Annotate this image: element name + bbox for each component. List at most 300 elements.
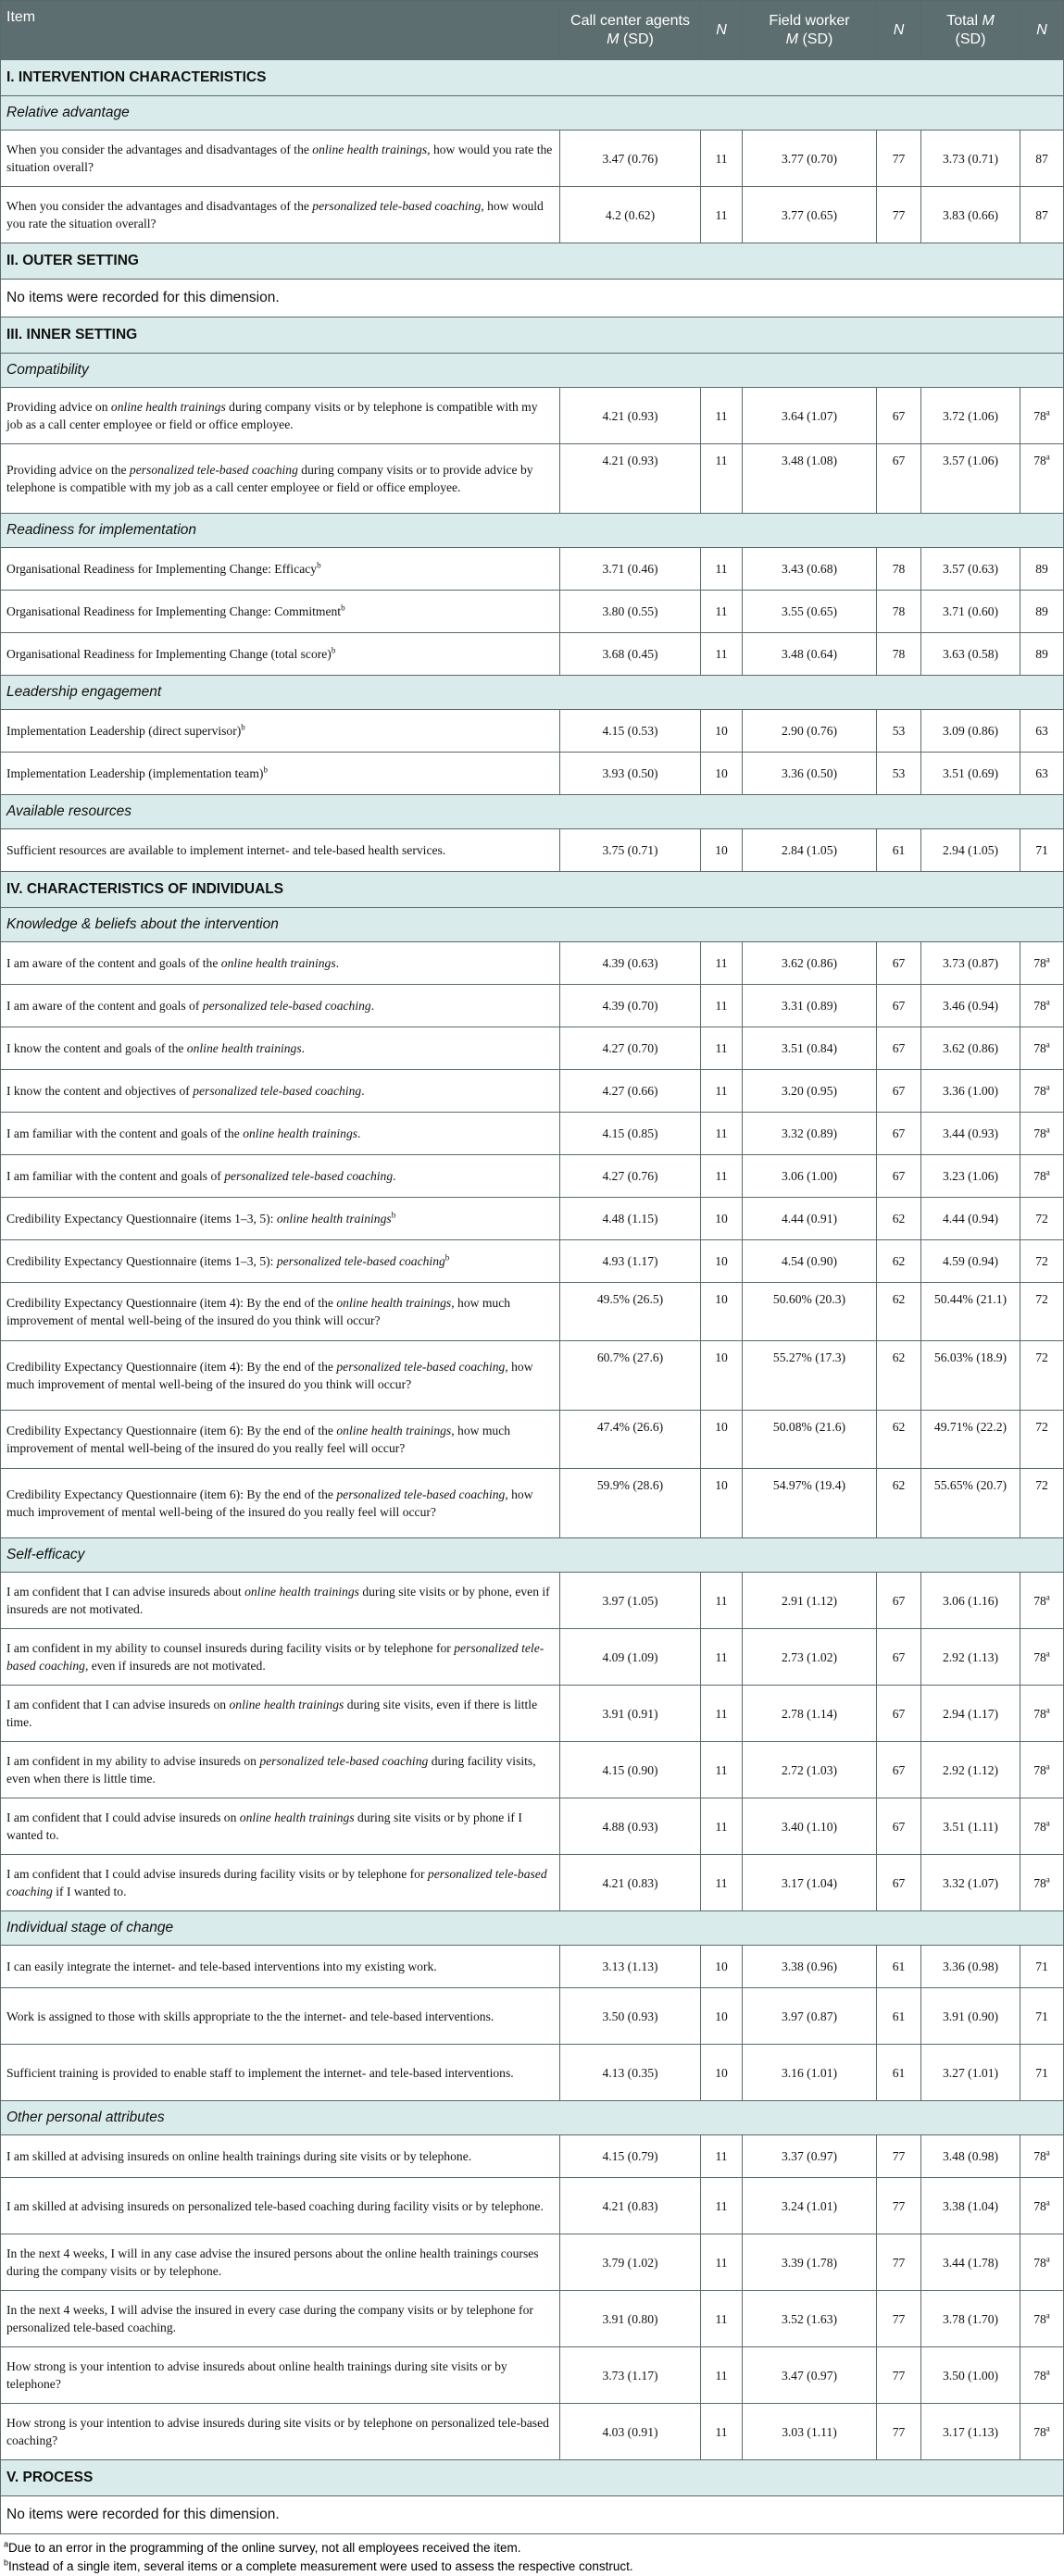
total-value (921, 2234, 1020, 2291)
item-text (1, 1946, 560, 1988)
call-center-n-text: 11 (715, 2368, 728, 2383)
item-text-segment: I am confident that I could advise insureds during facility visits or by telephone for (6, 1867, 428, 1881)
field-worker-value-text: 3.20 (0.95) (781, 1084, 838, 1098)
total-n (1020, 710, 1064, 753)
footnote-marker: b (391, 1210, 396, 1220)
total-value (921, 388, 1020, 444)
field-worker-value-text: 55.27% (17.3) (772, 1350, 846, 1364)
field-worker-n-text: 62 (892, 1292, 906, 1306)
field-worker-n (877, 548, 921, 591)
call-center-value (560, 1629, 701, 1686)
item-text-segment: during site visits or by phone, even if insureds are not motivated. (6, 1585, 550, 1616)
table-row (1, 2045, 1064, 2101)
call-center-value-text: 4.27 (0.76) (602, 1169, 658, 1183)
call-center-value (560, 1573, 701, 1629)
call-center-value (560, 2291, 701, 2347)
call-center-value-text: 4.15 (0.79) (602, 2149, 658, 2163)
total-value (921, 2404, 1020, 2460)
field-worker-value (743, 2404, 877, 2460)
call-center-n (701, 1198, 743, 1240)
total-value (921, 1469, 1020, 1538)
item-text-emphasis: online health trainings (336, 1296, 452, 1310)
call-center-value-text: 4.27 (0.66) (602, 1084, 658, 1098)
call-center-value-text: 4.21 (0.93) (602, 408, 658, 423)
item-text-segment: during company visits or by telephone is compatible with my job as a call center employee or field or office employee. (6, 400, 538, 431)
call-center-value (560, 753, 701, 795)
total-value-text: 3.48 (0.98) (942, 2149, 999, 2163)
call-center-n (701, 710, 743, 753)
header-n-call-center: N (701, 1, 743, 60)
table-row (1, 1629, 1064, 1686)
item-text-segment: Implementation Leadership (direct supervisor) (6, 724, 242, 738)
field-worker-n (877, 131, 921, 187)
field-worker-value-text: 2.91 (1.12) (781, 1593, 838, 1608)
total-n-text: 78 (1033, 2368, 1046, 2383)
footnote-marker: b (444, 1252, 450, 1263)
call-center-n (701, 1798, 743, 1855)
total-value (921, 985, 1020, 1027)
footnote-mark: b (4, 2557, 9, 2568)
item-text-segment: Credibility Expectancy Questionnaire (item 4): By the end of the (6, 1360, 337, 1374)
item-text-segment: , how much improvement of mental well-being of the insured do you think will occur? (6, 1360, 533, 1391)
field-worker-value (743, 187, 877, 243)
field-worker-value (743, 1988, 877, 2045)
total-n-text: 72 (1035, 1420, 1048, 1434)
table-row (1, 1469, 1064, 1538)
field-worker-value-text: 3.17 (1.04) (781, 1875, 838, 1890)
call-center-value-text: 3.50 (0.93) (602, 2009, 658, 2023)
total-n-text: 78 (1033, 1649, 1046, 1664)
total-value-text: 2.94 (1.17) (942, 1706, 999, 1721)
field-worker-value (743, 2135, 877, 2178)
field-worker-value-text: 3.24 (1.01) (781, 2198, 838, 2213)
field-worker-value (743, 1742, 877, 1798)
total-n (1020, 187, 1064, 243)
footnote-marker: a (1045, 1704, 1050, 1714)
total-value-text: 3.17 (1.13) (942, 2424, 999, 2439)
total-n-text: 72 (1035, 1292, 1048, 1306)
field-worker-n (877, 1573, 921, 1629)
field-worker-value-text: 3.77 (0.65) (781, 207, 838, 222)
table-row (1, 2347, 1064, 2404)
section-header (1, 317, 1064, 354)
item-text-segment: , how much improvement of mental well-being of the insured do you think will occur? (6, 1296, 511, 1327)
total-value (921, 1113, 1020, 1155)
item-text-emphasis: personalized tele-based coaching (129, 463, 298, 477)
footnote-marker: b (331, 645, 336, 655)
item-text (1, 1686, 560, 1742)
call-center-value (560, 1113, 701, 1155)
call-center-n-text: 11 (715, 1126, 728, 1140)
field-worker-value-text: 3.43 (0.68) (781, 562, 838, 576)
field-worker-value (743, 633, 877, 676)
table-row (1, 548, 1064, 591)
subsection-title: Knowledge & beliefs about the intervention (1, 908, 1064, 942)
item-text-segment: if I wanted to. (52, 1885, 127, 1898)
field-worker-n (877, 1469, 921, 1538)
field-worker-n-text: 67 (892, 1041, 906, 1055)
total-n-text: 63 (1035, 766, 1048, 780)
item-text (1, 942, 560, 985)
item-text-emphasis: online health trainings (110, 400, 226, 414)
item-text (1, 1027, 560, 1070)
footnote-marker: b (341, 603, 345, 613)
item-text (1, 1198, 560, 1240)
item-text (1, 985, 560, 1027)
total-value (921, 829, 1020, 872)
field-worker-n (877, 1629, 921, 1686)
item-text-segment: I am confident that I could advise insureds on (6, 1811, 240, 1824)
table-row (1, 1686, 1064, 1742)
table-row (1, 2291, 1064, 2347)
item-text-segment: I know the content and objectives of (6, 1084, 194, 1098)
section-title: II. OUTER SETTING (1, 243, 1064, 280)
call-center-n (701, 1629, 743, 1686)
total-n (1020, 1198, 1064, 1240)
item-text-segment: . (335, 956, 340, 970)
subsection-title: Other personal attributes (1, 2101, 1064, 2135)
total-n (1020, 942, 1064, 985)
call-center-value (560, 1855, 701, 1911)
footnotes (0, 2534, 1063, 2576)
total-value-text: 3.62 (0.86) (942, 1041, 999, 1055)
field-worker-value (743, 753, 877, 795)
total-value-text: 4.44 (0.94) (942, 1212, 999, 1226)
call-center-n (701, 2347, 743, 2404)
field-worker-value-text: 50.08% (21.6) (772, 1420, 846, 1434)
field-worker-n (877, 2045, 921, 2101)
call-center-n (701, 2045, 743, 2101)
field-worker-n-text: 78 (892, 604, 906, 618)
item-text-segment: I am confident in my ability to advise insureds on (6, 1754, 260, 1768)
call-center-n-text: 11 (715, 562, 728, 576)
item-text-segment: Sufficient training is provided to enable staff to implement the internet- and tele-based interventions. (6, 2065, 514, 2080)
field-worker-n (877, 1411, 921, 1469)
section-header (1, 872, 1064, 908)
total-value (921, 1742, 1020, 1798)
total-n-text: 78 (1033, 1875, 1046, 1890)
total-value-text: 3.72 (1.06) (942, 408, 999, 423)
item-text-emphasis: online health trainings (239, 1811, 355, 1824)
total-n (1020, 1742, 1064, 1798)
field-worker-n (877, 1686, 921, 1742)
item-text-segment: , how much improvement of mental well-being of the insured do you really feel will occur? (6, 1487, 533, 1519)
call-center-n (701, 2234, 743, 2291)
subsection-title: Individual stage of change (1, 1911, 1064, 1946)
header-call-center-label: Call center agents (570, 12, 690, 29)
total-value-text: 3.63 (0.58) (942, 647, 999, 661)
item-text-segment: Organisational Readiness for Implementing Change: Commitment (6, 604, 342, 618)
call-center-value (560, 1240, 701, 1283)
call-center-n-text: 10 (715, 1292, 728, 1306)
footnote-marker: a (1045, 2147, 1050, 2158)
item-text-segment: Credibility Expectancy Questionnaire (item 6): By the end of the (6, 1487, 337, 1501)
total-n-text: 78 (1033, 956, 1046, 970)
field-worker-n-text: 62 (892, 1254, 906, 1268)
field-worker-n (877, 753, 921, 795)
call-center-value-text: 3.93 (0.50) (602, 766, 658, 780)
table-row (1, 1070, 1064, 1113)
item-text-segment: Implementation Leadership (implementation team) (6, 766, 264, 780)
subsection-header (1, 676, 1064, 710)
field-worker-n-text: 67 (892, 1649, 906, 1664)
call-center-value (560, 548, 701, 591)
table-row (1, 633, 1064, 676)
call-center-n-text: 11 (715, 999, 728, 1013)
header-total-m: M (982, 12, 995, 29)
call-center-n-text: 10 (715, 1420, 728, 1434)
table-row (1, 2178, 1064, 2234)
field-worker-n-text: 62 (892, 1478, 906, 1492)
call-center-n (701, 548, 743, 591)
field-worker-n (877, 1113, 921, 1155)
total-value-text: 3.36 (1.00) (942, 1084, 999, 1098)
item-text (1, 753, 560, 795)
field-worker-value (743, 2234, 877, 2291)
call-center-value-text: 3.73 (1.17) (602, 2368, 658, 2383)
field-worker-n-text: 77 (892, 2424, 906, 2439)
table-row (1, 1855, 1064, 1911)
call-center-n-text: 11 (715, 956, 728, 970)
field-worker-n-text: 62 (892, 1350, 906, 1364)
item-text (1, 633, 560, 676)
total-n-text: 78 (1033, 2424, 1046, 2439)
item-text-segment: Sufficient resources are available to implement internet- and tele-based health services. (6, 843, 446, 857)
call-center-value (560, 131, 701, 187)
total-n-text: 71 (1035, 2065, 1048, 2080)
total-n-text: 78 (1033, 1041, 1046, 1055)
item-text-segment: When you consider the advantages and disadvantages of the (6, 143, 313, 156)
total-n (1020, 2291, 1064, 2347)
total-n (1020, 1411, 1064, 1469)
item-text-segment: I am skilled at advising insureds on personalized tele-based coaching during facility visits or by telephone. (6, 2198, 544, 2213)
field-worker-value (743, 131, 877, 187)
call-center-n-text: 11 (715, 2149, 728, 2163)
call-center-value (560, 1742, 701, 1798)
footnote-marker: a (1045, 1648, 1050, 1658)
table-header (1, 1, 1064, 60)
field-worker-n (877, 1742, 921, 1798)
header-field-worker-m: M (785, 31, 798, 47)
call-center-n (701, 1988, 743, 2045)
field-worker-value (743, 1283, 877, 1341)
item-text (1, 2291, 560, 2347)
total-n-text: 71 (1035, 1960, 1048, 1973)
field-worker-value (743, 710, 877, 753)
total-n-text: 78 (1033, 1126, 1046, 1140)
section-title: V. PROCESS (1, 2460, 1064, 2496)
item-text-emphasis: personalized tele-based coaching (193, 1084, 362, 1098)
total-value-text: 3.44 (1.78) (942, 2255, 999, 2270)
call-center-n-text: 11 (715, 647, 728, 661)
total-value (921, 1070, 1020, 1113)
item-text-emphasis: personalized tele-based coaching (224, 1169, 394, 1183)
call-center-value (560, 591, 701, 633)
total-value-text: 2.92 (1.13) (942, 1649, 999, 1664)
item-text-segment: I am confident that I can advise insureds about (6, 1585, 245, 1599)
field-worker-n-text: 67 (892, 1084, 906, 1098)
call-center-n-text: 10 (715, 2065, 728, 2080)
call-center-value-text: 49.5% (26.5) (596, 1292, 664, 1306)
table-row (1, 1198, 1064, 1240)
call-center-value-text: 3.75 (0.71) (602, 843, 658, 857)
total-value-text: 3.57 (1.06) (942, 454, 999, 467)
total-n-text: 78 (1033, 2198, 1046, 2213)
item-text-segment: Organisational Readiness for Implementing Change (total score) (6, 647, 332, 661)
field-worker-n (877, 2404, 921, 2460)
field-worker-value-text: 3.03 (1.11) (782, 2424, 837, 2439)
total-value (921, 633, 1020, 676)
item-text-segment: . (357, 1126, 361, 1140)
field-worker-n-text: 67 (892, 408, 906, 423)
field-worker-value-text: 3.55 (0.65) (781, 604, 838, 618)
field-worker-value (743, 985, 877, 1027)
total-n (1020, 2234, 1064, 2291)
field-worker-value-text: 2.72 (1.03) (781, 1762, 838, 1777)
section-note: No items were recorded for this dimension. (1, 2496, 1064, 2534)
total-n (1020, 1469, 1064, 1538)
field-worker-value-text: 2.78 (1.14) (781, 1706, 838, 1721)
total-value-text: 3.32 (1.07) (942, 1875, 999, 1890)
subsection-header (1, 795, 1064, 829)
call-center-value-text: 4.48 (1.15) (602, 1212, 658, 1226)
field-worker-n (877, 829, 921, 872)
section-header (1, 243, 1064, 280)
call-center-value-text: 4.88 (0.93) (602, 1819, 658, 1834)
total-n-text: 89 (1035, 604, 1048, 618)
item-text-segment: during site visits or by phone if I wanted to. (6, 1811, 522, 1842)
field-worker-n (877, 710, 921, 753)
item-text (1, 2404, 560, 2460)
total-value-text: 3.73 (0.71) (942, 151, 999, 166)
field-worker-n-text: 67 (892, 1762, 906, 1777)
field-worker-value (743, 1629, 877, 1686)
subsection-header (1, 908, 1064, 942)
total-n (1020, 985, 1064, 1027)
call-center-n (701, 829, 743, 872)
total-n (1020, 1798, 1064, 1855)
footnote-marker: a (1045, 1873, 1050, 1884)
item-text-segment: . (361, 1084, 365, 1098)
field-worker-value (743, 1855, 877, 1911)
footnote-marker: b (317, 560, 321, 570)
table-row (1, 1341, 1064, 1411)
field-worker-value (743, 548, 877, 591)
call-center-value-text: 3.68 (0.45) (602, 647, 658, 661)
total-n-text: 78 (1033, 2255, 1046, 2270)
item-text-segment: I can easily integrate the internet- and tele-based interventions into my existing work. (6, 1960, 437, 1973)
field-worker-n (877, 1341, 921, 1411)
call-center-value (560, 1411, 701, 1469)
call-center-n (701, 942, 743, 985)
call-center-n (701, 1070, 743, 1113)
field-worker-value (743, 1155, 877, 1198)
field-worker-value-text: 3.06 (1.00) (781, 1169, 838, 1183)
total-value (921, 1155, 1020, 1198)
total-n-text: 78 (1033, 1593, 1046, 1608)
call-center-n-text: 10 (715, 1478, 728, 1492)
call-center-n (701, 2178, 743, 2234)
total-value-text: 3.44 (0.93) (942, 1126, 999, 1140)
field-worker-value (743, 388, 877, 444)
header-total-label: Total (946, 12, 978, 29)
call-center-value (560, 1946, 701, 1988)
field-worker-n (877, 1283, 921, 1341)
table-row (1, 1798, 1064, 1855)
total-n (1020, 1155, 1064, 1198)
total-n-text: 78 (1033, 454, 1046, 467)
field-worker-value-text: 3.31 (0.89) (781, 999, 838, 1013)
total-value-text: 3.50 (1.00) (942, 2368, 999, 2383)
field-worker-n (877, 591, 921, 633)
call-center-n (701, 1155, 743, 1198)
call-center-n-text: 11 (715, 2198, 728, 2213)
call-center-n (701, 1469, 743, 1538)
total-n (1020, 548, 1064, 591)
subsection-title: Relative advantage (1, 96, 1064, 131)
item-text (1, 444, 560, 514)
table-row (1, 187, 1064, 243)
total-value-text: 3.38 (1.04) (942, 2198, 999, 2213)
total-value (921, 1240, 1020, 1283)
call-center-n-text: 11 (715, 2255, 728, 2270)
call-center-value-text: 47.4% (26.6) (596, 1420, 664, 1434)
total-n-text: 89 (1035, 562, 1048, 576)
item-text-emphasis: personalized tele-based coaching (202, 999, 371, 1013)
call-center-n (701, 1855, 743, 1911)
item-text-emphasis: online health trainings (243, 1126, 358, 1140)
field-worker-value-text: 3.77 (0.70) (781, 151, 838, 166)
total-value (921, 753, 1020, 795)
header-call-center-m: M (607, 31, 620, 47)
item-text-segment: Providing advice on the (6, 463, 130, 477)
call-center-n-text: 10 (715, 766, 728, 780)
footnote-marker: a (1045, 1817, 1050, 1827)
call-center-n (701, 753, 743, 795)
total-n-text: 78 (1033, 2149, 1046, 2163)
total-n-text: 87 (1035, 207, 1048, 222)
total-n-text: 78 (1033, 1706, 1046, 1721)
subsection-title: Leadership engagement (1, 676, 1064, 710)
call-center-n-text: 10 (715, 1350, 728, 1364)
field-worker-value-text: 3.38 (0.96) (781, 1960, 838, 1973)
item-text (1, 1283, 560, 1341)
total-n (1020, 1988, 1064, 2045)
call-center-n-text: 10 (715, 1212, 728, 1226)
call-center-n-text: 11 (715, 1169, 728, 1183)
field-worker-n (877, 1798, 921, 1855)
field-worker-n-text: 67 (892, 1706, 906, 1721)
call-center-n (701, 591, 743, 633)
field-worker-n-text: 61 (892, 843, 906, 857)
call-center-value-text: 3.91 (0.80) (602, 2311, 658, 2326)
table-row (1, 1155, 1064, 1198)
field-worker-value (743, 1027, 877, 1070)
field-worker-value-text: 2.73 (1.02) (781, 1649, 838, 1664)
field-worker-value-text: 3.51 (0.84) (781, 1041, 838, 1055)
total-n (1020, 2135, 1064, 2178)
item-text-segment: I am aware of the content and goals of the (6, 956, 221, 970)
total-n-text: 71 (1035, 2009, 1048, 2023)
item-text (1, 2347, 560, 2404)
total-n-text: 78 (1033, 1819, 1046, 1834)
field-worker-n (877, 187, 921, 243)
section-note-row (1, 280, 1064, 317)
item-text-segment: Organisational Readiness for Implementing Change: Efficacy (6, 562, 318, 576)
total-value-text: 50.44% (21.1) (933, 1292, 1008, 1306)
call-center-n (701, 1283, 743, 1341)
item-text-emphasis: personalized tele-based coaching (276, 1254, 445, 1268)
